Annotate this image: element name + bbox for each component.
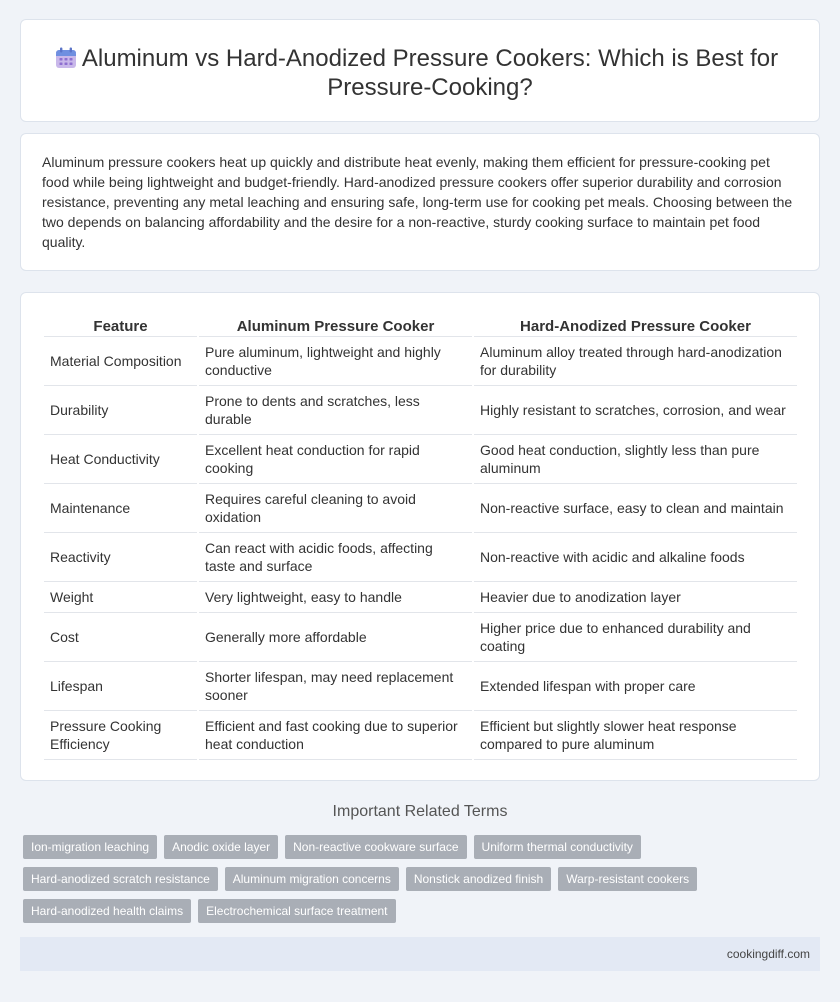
table-row xyxy=(44,711,797,760)
comparison-table xyxy=(42,311,799,760)
intro-paragraph: Aluminum pressure cookers heat up quickly and distribute heat evenly, making them efficient for pressure-cooking pet food while being lightweight and budget-friendly. Hard-anodized pressure cookers offer superior durability and corrosion resistance, preventing any metal leaching and ensuring safe, long-term use for cooking pet meals. Choosing between the two depends on balancing affordability and the desire for a non-reactive, sturdy cooking surface to maintain pet food quality. xyxy=(42,154,793,250)
related-terms-title: Important Related Terms xyxy=(332,803,508,820)
related-term-tag[interactable]: Ion-migration leaching xyxy=(23,835,157,859)
aluminum-cell: Efficient and fast cooking due to superior heat conduction xyxy=(199,711,472,760)
aluminum-cell: Prone to dents and scratches, less durable xyxy=(199,386,472,435)
feature-cell: Weight xyxy=(44,582,197,613)
related-term-tag[interactable]: Electrochemical surface treatment xyxy=(198,899,395,923)
related-term-tag[interactable]: Nonstick anodized finish xyxy=(406,867,551,891)
table-row xyxy=(44,337,797,386)
table-row xyxy=(44,533,797,582)
tag-row xyxy=(23,835,743,859)
aluminum-cell: Generally more affordable xyxy=(199,613,472,662)
related-terms-list xyxy=(23,835,743,931)
table-row xyxy=(44,484,797,533)
table-row xyxy=(44,386,797,435)
hard-anodized-cell: Non-reactive surface, easy to clean and maintain xyxy=(474,484,797,533)
feature-cell: Pressure Cooking Efficiency xyxy=(44,711,197,760)
aluminum-cell: Can react with acidic foods, affecting taste and surface xyxy=(199,533,472,582)
tag-row xyxy=(23,867,743,891)
hard-anodized-cell: Aluminum alloy treated through hard-anodization for durability xyxy=(474,337,797,386)
header-aluminum: Aluminum Pressure Cooker xyxy=(199,311,472,337)
hard-anodized-cell: Extended lifespan with proper care xyxy=(474,662,797,711)
table-row xyxy=(44,582,797,613)
related-term-tag[interactable]: Non-reactive cookware surface xyxy=(285,835,466,859)
related-term-tag[interactable]: Hard-anodized scratch resistance xyxy=(23,867,218,891)
feature-cell: Maintenance xyxy=(44,484,197,533)
table-row xyxy=(44,435,797,484)
hard-anodized-cell: Highly resistant to scratches, corrosion, and wear xyxy=(474,386,797,435)
intro-card xyxy=(20,133,820,271)
footer xyxy=(20,937,820,971)
related-term-tag[interactable]: Hard-anodized health claims xyxy=(23,899,191,923)
tag-row xyxy=(23,899,743,923)
header-hard-anodized: Hard-Anodized Pressure Cooker xyxy=(474,311,797,337)
hard-anodized-cell: Non-reactive with acidic and alkaline foods xyxy=(474,533,797,582)
related-term-tag[interactable]: Aluminum migration concerns xyxy=(225,867,399,891)
aluminum-cell: Shorter lifespan, may need replacement sooner xyxy=(199,662,472,711)
aluminum-cell: Very lightweight, easy to handle xyxy=(199,582,472,613)
table-row xyxy=(44,662,797,711)
feature-cell: Durability xyxy=(44,386,197,435)
hard-anodized-cell: Heavier due to anodization layer xyxy=(474,582,797,613)
hard-anodized-cell: Efficient but slightly slower heat response compared to pure aluminum xyxy=(474,711,797,760)
footer-site-link[interactable]: cookingdiff.com xyxy=(726,947,810,961)
page-title: Aluminum vs Hard-Anodized Pressure Cookers: Which is Best for Pressure-Cooking? xyxy=(81,45,779,101)
feature-cell: Heat Conductivity xyxy=(44,435,197,484)
feature-cell: Reactivity xyxy=(44,533,197,582)
table-header-row xyxy=(44,311,797,337)
aluminum-cell: Pure aluminum, lightweight and highly conductive xyxy=(199,337,472,386)
hard-anodized-cell: Good heat conduction, slightly less than pure aluminum xyxy=(474,435,797,484)
aluminum-cell: Excellent heat conduction for rapid cooking xyxy=(199,435,472,484)
aluminum-cell: Requires careful cleaning to avoid oxidation xyxy=(199,484,472,533)
related-term-tag[interactable]: Uniform thermal conductivity xyxy=(474,835,641,859)
table-row xyxy=(44,613,797,662)
related-term-tag[interactable]: Anodic oxide layer xyxy=(164,835,278,859)
feature-cell: Cost xyxy=(44,613,197,662)
feature-cell: Material Composition xyxy=(44,337,197,386)
header-feature: Feature xyxy=(44,311,197,337)
related-term-tag[interactable]: Warp-resistant cookers xyxy=(558,867,697,891)
feature-cell: Lifespan xyxy=(44,662,197,711)
comparison-card xyxy=(20,292,820,781)
title-card xyxy=(20,19,820,122)
hard-anodized-cell: Higher price due to enhanced durability and coating xyxy=(474,613,797,662)
